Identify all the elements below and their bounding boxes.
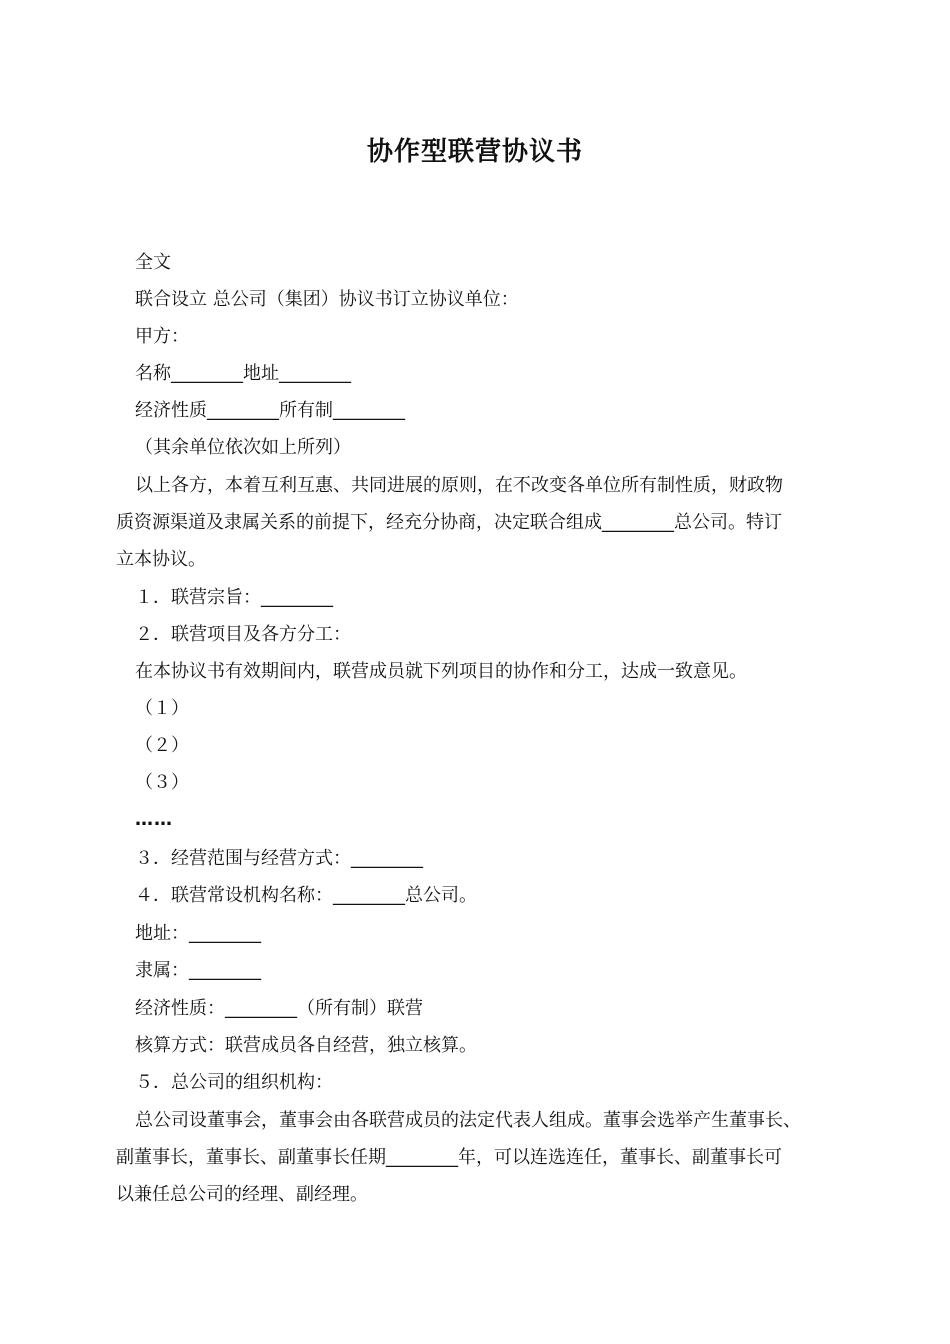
text-line-board-2: 副董事长，董事长、副董事长任期________年，可以连选连任，董事长、副董事长可	[116, 1147, 782, 1168]
text-line-section-2: ２．联营项目及各方分工：	[135, 624, 351, 645]
text-line-name-address: 名称________地址________	[135, 363, 351, 384]
text-line-preamble-3: 立本协议。	[116, 549, 206, 570]
text-line-accounting: 核算方式：联营成员各自经营，独立核算。	[135, 1035, 477, 1056]
text-line-fulltext-label: 全文	[135, 252, 171, 273]
text-line-economic-nature: 经济性质________所有制________	[135, 400, 405, 421]
text-line-board-1: 总公司设董事会，董事会由各联营成员的法定代表人组成。董事会选举产生董事长、	[135, 1110, 801, 1131]
text-line-preamble-1: 以上各方，本着互利互惠、共同进展的原则，在不改变各单位所有制性质，财政物	[135, 475, 783, 496]
document-title: 协作型联营协议书	[366, 137, 583, 167]
text-line-economic-nature-joint: 经济性质：________（所有制）联营	[135, 998, 423, 1019]
text-line-address: 地址：________	[135, 923, 261, 944]
text-line-section-4: ４．联营常设机构名称：________总公司。	[135, 885, 477, 906]
text-line-item-1: （１）	[135, 698, 189, 719]
text-line-other-units: （其余单位依次如上所列）	[135, 437, 351, 458]
text-line-agreement-parties: 联合设立 总公司（集团）协议书订立协议单位：	[135, 289, 519, 310]
text-line-party-a: 甲方：	[135, 326, 189, 347]
text-line-ellipsis: ……	[135, 809, 173, 830]
text-line-board-3: 以兼任总公司的经理、副经理。	[116, 1184, 368, 1205]
text-line-item-2: （２）	[135, 735, 189, 756]
text-line-item-3: （３）	[135, 772, 189, 793]
text-line-section-1: １．联营宗旨：________	[135, 587, 333, 608]
text-line-section-3: ３．经营范围与经营方式：________	[135, 848, 423, 869]
text-line-affiliation: 隶属：________	[135, 960, 261, 981]
text-line-section-5: ５．总公司的组织机构：	[135, 1072, 333, 1093]
text-line-preamble-2: 质资源渠道及隶属关系的前提下，经充分协商，决定联合组成________总公司。特订	[116, 512, 782, 533]
text-line-section-2-body: 在本协议书有效期间内，联营成员就下列项目的协作和分工，达成一致意见。	[135, 661, 747, 682]
